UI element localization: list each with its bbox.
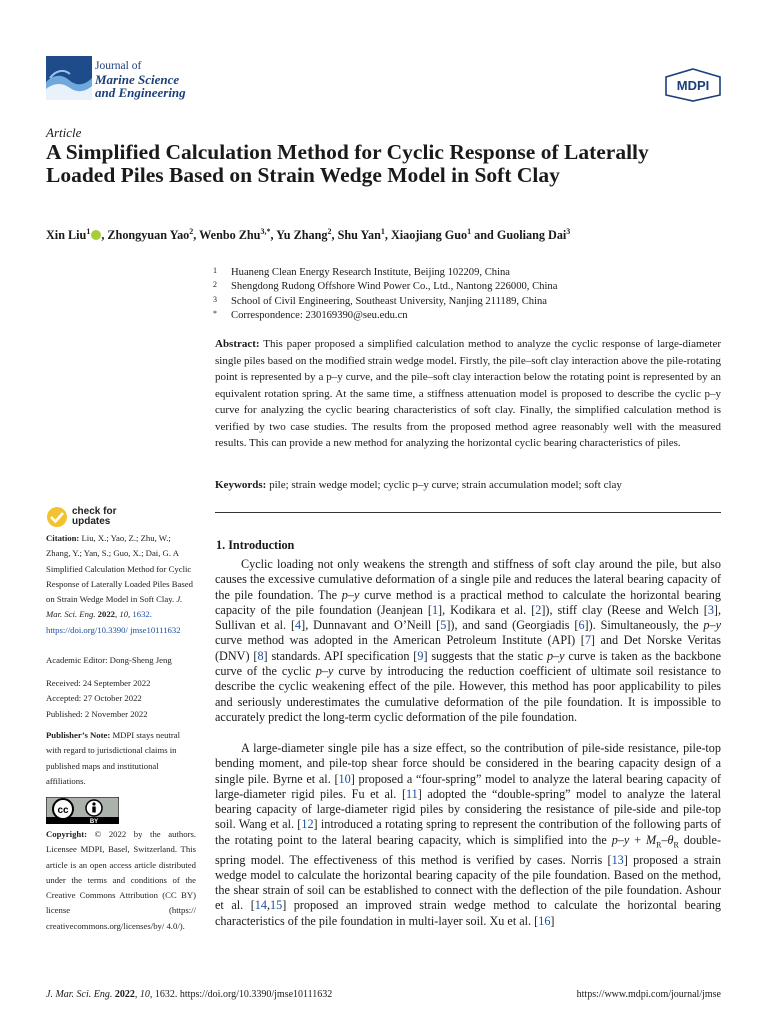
author-affiliation-mark: 1 [467,227,472,236]
ref-link: 11 [406,786,418,801]
copyright-label: Copyright: [46,829,88,839]
journal-name [95,60,186,99]
author-name: Guoliang Dai [496,228,567,243]
author-affiliation-mark: 3,* [260,227,271,236]
published-date: Published: 2 November 2022 [46,708,148,719]
footer-journal: J. Mar. Sci. Eng. [46,989,113,1000]
author-list [46,227,726,243]
footer-volume: 10 [139,989,150,1000]
keywords-label: Keywords: [215,479,267,491]
affiliation-text: Correspondence: 230169390@seu.edu.cn [231,310,408,322]
author-affiliation-mark: 3 [566,227,571,236]
author-name: Shu Yan [337,228,381,243]
ref-link: 16 [538,913,551,928]
author-separator: , [193,228,200,243]
received-date: Received: 24 September 2022 [46,678,151,688]
footer-citation: J. Mar. Sci. Eng. 2022, 10, 1632. https://doi.org/10.3390/jmse10111632 [46,989,333,1000]
mdpi-logo-icon [663,68,723,102]
author-separator: and [471,228,497,243]
affiliation-number: 3 [213,294,217,304]
affiliation-row [213,309,733,323]
intro-paragraph-2: A large-diameter single pile has a size effect, so the contribution of pile-side resistance, pile-top bending moment, and pile-top shear force should be considered in the bearing capacity design of a single pile. Byrne et al. [10] proposed a “four-spring” model to analyze the lateral bearing capacity of large-diameter rigid piles. Fu et al. [11] adopted the “double-spring” model to analyze the lateral bearing capacity of large-diameter rigid piles by considering the resistance of pile-side and pile-top soil. Wang et al. [12] introduced a rotating spring to represent the contribution of the following parts of the rotating point to the lateral bearing capacity, which is simplified into the $p-y + M_R-\theta_R$ double-spring model. The effectiveness of this method is verified by cases. Norris [13] proposed a strain wedge model to calculate the horizontal bearing capacity of the pile foundation. Based on the method, the shear strain of soil can be established to connect with the deflection of the pile foundation. Ashour et al. [14,15] proposed an improved strain wedge method to calculate the horizontal bearing characteristics of the pile foundation in multi-layer soil. Xu et al. [16] [215,741,722,928]
cc-by-license-icon[interactable] [46,797,119,824]
abstract-text: This paper proposed a simplified calculation method to analyze the cyclic response of large-diameter single piles based on the modified strain wedge model. Firstly, the pile–soft clay interaction above the pile-rotating point is represented by a p–y curve, and the pile–soft clay interaction below the rotating point is represented by an equivalent rotation spring. At the same time, a stiffness attenuation model is proposed to describe the cyclic p–y curve for analyzing the cyclic bearing characteristics of soft clay. Finally, the simplified calculation method is verified by two case studies. The results from the proposed method agree reasonably well with the measured results. This can provide a new method for analyzing the horizontal cyclic bearing characteristics of piles. [215,338,722,449]
keywords [215,478,721,493]
accepted-date: Accepted: 27 October 2022 [46,693,142,704]
journal-name-line2: and Engineering [95,85,186,100]
author-affiliation-mark: 1 [86,227,91,236]
footer-year: 2022 [114,989,135,1000]
check-for-updates-icon [46,506,68,528]
author-name: Wenbo Zhu [199,228,261,243]
abstract [215,336,721,452]
article-type: Article [46,125,82,140]
ref-link: 4 [295,618,302,633]
academic-editor: Academic Editor: Dong-Sheng Jeng [46,655,172,665]
article-dates [46,676,196,722]
svg-text:cc: cc [57,805,69,816]
mdpi-logo-text: MDPI [676,78,710,93]
affiliation-text: School of Civil Engineering, Southeast University, Nanjing 211189, China [231,295,548,307]
orcid-icon[interactable] [91,230,101,240]
check-for-updates-line2: updates [72,516,111,527]
keywords-text: pile; strain wedge model; cyclic p–y curve; strain accumulation model; soft clay [269,479,622,491]
author-affiliation-mark: 2 [189,227,194,236]
affiliation-number: 1 [213,266,217,275]
author-separator: , [101,228,108,243]
publisher-note [46,728,196,789]
section-divider [215,512,721,513]
ref-link: 12 [301,817,314,832]
cc-by-label: BY [89,819,99,824]
journal-name-line1: Marine Science [95,72,180,87]
author-affiliation-mark: 1 [380,227,385,236]
author-name: Xiaojiang Guo [390,228,468,243]
ref-link: 15 [270,898,283,913]
affiliations [213,266,733,324]
affiliation-text: Huaneng Clean Energy Research Institute, Beijing 102209, China [231,267,511,278]
journal-name-prefix: Journal of [95,60,142,72]
copyright-text: © 2022 by the authors. Licensee MDPI, Basel, Switzerland. This article is an open access article distributed under the terms and conditions of the Creative Commons Attribution (CC BY) license (https:// creativecommons.org/licenses/by/ 4.0/). [46,829,196,931]
ref-link: 5 [440,618,447,633]
citation-doi[interactable]: 1632. https://doi.org/10.3390/ jmse10111632 [46,609,181,635]
paper-title: A Simplified Calculation Method for Cyclic Response of Laterally Loaded Piles Based on Strain Wedge Model in Soft Clay [46,140,649,187]
ref-link: 14 [254,898,267,913]
publisher-note-text: MDPI stays neutral with regard to jurisdictional claims in published maps and institutional affiliations. [46,730,180,786]
author-name: Yu Zhang [276,228,328,243]
check-for-updates-badge[interactable] [46,505,176,529]
journal-logo-icon [46,56,92,100]
affiliation-text: Shengdong Rudong Offshore Wind Power Co., Ltd., Nantong 226000, China [231,281,558,293]
ref-link: 2 [535,602,542,617]
footer-doi[interactable]: , 1632. https://doi.org/10.3390/jmse10111632 [149,989,333,1000]
intro-paragraph-1: Cyclic loading not only weakens the strength and stiffness of soft clay around the pile, but also causes the excessive cumulative deformation of a single pile and reduces the lateral bearing capacity of the pile foundation. The p–y curve method is a practical method to calculate the horizontal bearing capacity of the pile foundation (Jeanjean [1], Kodikara et al. [2]), stiff clay (Reese and Welch [3], Sullivan et al. [4], Dunnavant and O’Neill [5]), and sand (Georgiadis [6]). Simultaneously, the p–y curve method was adopted in the American Petroleum Institute (API) [7] and Det Norske Veritas (DNV) [8] standards. API specification [9] suggests that the static p–y curve is taken as the backbone curve of the cyclic p–y curve by introducing the reduction coefficient of ultimate soil resistance to describe the cyclic weakening effect of the pile. However, this method has poor applicability to piles and seriously underestimates the cumulative deformation of the pile foundation. It is impossible to accurately predict the long-term cyclic deformation of the pile foundation. [215,557,722,724]
footer-journal-url[interactable]: https://www.mdpi.com/journal/jmse [576,989,721,1000]
affiliation-row [213,280,733,294]
author-name: Xin Liu [46,228,87,243]
affiliation-row [213,266,733,280]
citation-block: Citation: Liu, X.; Yao, Z.; Zhu, W.; Zhang, Y.; Yan, S.; Guo, X.; Dai, G. A Simplified Calculation Method for Cyclic Response of Laterally Loaded Piles Based on Strain Wedge Model in Soft Clay. J. Mar. Sci. Eng. 2022, 10, 1632. https://doi.org/10.3390/ jmse10111632 [46,533,193,635]
section-heading-introduction: 1. Introduction [216,538,295,552]
author-separator: , [384,228,391,243]
author-affiliation-mark: 2 [327,227,332,236]
citation-year: 2022 [97,609,116,620]
ref-link: 9 [417,648,424,663]
author-name: Zhongyuan Yao [107,228,190,243]
author-separator: , [270,228,277,243]
affiliation-number: 2 [213,280,217,290]
citation-text: Liu, X.; Yao, Z.; Zhu, W.; Zhang, Y.; Yan, S.; Guo, X.; Dai, G. A Simplified Calculation Method for Cyclic Response of Laterally Loaded Piles Based on Strain Wedge Model in Soft Clay. [46,533,193,605]
ref-link: 3 [707,602,714,617]
author-separator: , [331,228,338,243]
check-for-updates-line1: check for [72,506,117,517]
ref-link: 8 [257,648,264,663]
abstract-label: Abstract: [215,338,260,350]
affiliation-number: * [213,309,217,319]
citation-journal: J. Mar. Sci. Eng. [46,594,183,620]
citation-label: Citation: [46,533,80,543]
ref-link: 6 [578,618,585,633]
ref-link: 13 [611,852,624,867]
affiliation-row [213,295,733,309]
ref-link: 7 [584,633,591,648]
citation-volume: 10 [119,609,129,620]
copyright-notice [46,827,196,934]
publisher-note-label: Publisher’s Note: [46,730,111,740]
ref-link: 10 [338,771,351,786]
ref-link: 1 [431,602,439,617]
